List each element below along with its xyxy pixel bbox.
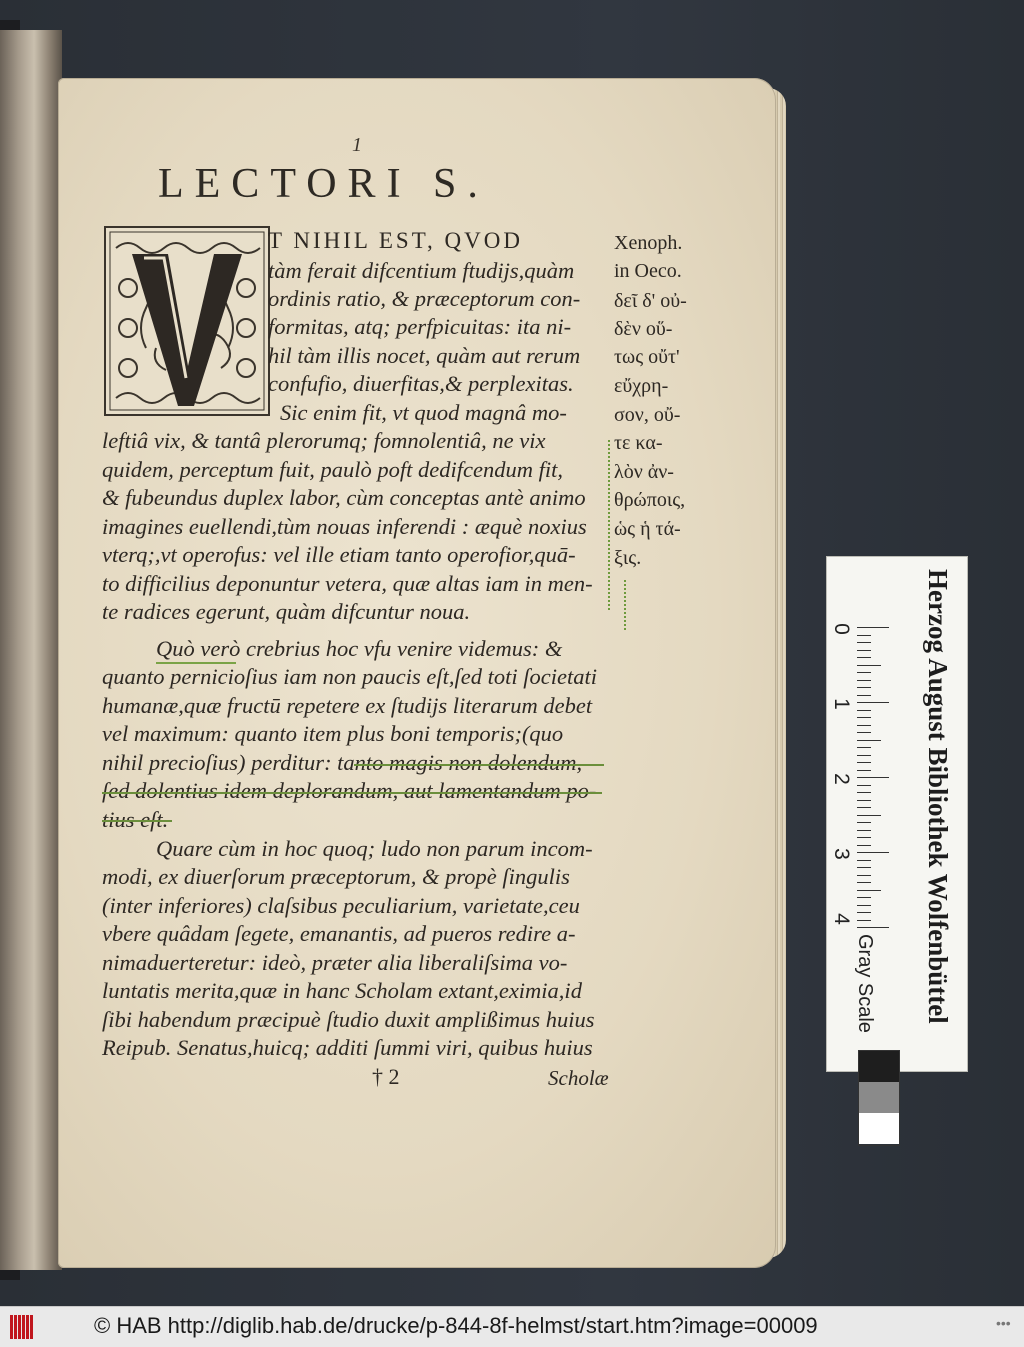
text-line: quidem, perceptum fuit, paulò poft dedifcendum fit,: [102, 457, 563, 482]
text-line: leftiâ vix, & tantâ plerorumq; fomnolentiâ, ne vix: [102, 428, 546, 453]
margin-note-line: δεῖ δ' οὐ-: [614, 290, 687, 312]
page-title: LECTORI S.: [158, 161, 489, 207]
text-line: T NIHIL EST, QVOD: [268, 228, 523, 253]
ruler-tick: [857, 740, 881, 741]
ruler-tick: [857, 897, 871, 898]
footer-copyright-link[interactable]: © HAB http://diglib.hab.de/drucke/p-844-8f-helmst/start.htm?image=00009: [94, 1313, 818, 1338]
ruler-tick: [857, 777, 889, 778]
ruler-tick: [857, 822, 871, 823]
text-line: confufio, diuerfitas,& perplexitas.: [268, 371, 574, 396]
ruler-tick: [857, 920, 871, 921]
margin-note-line: λὸν ἀν-: [614, 461, 674, 483]
text-line: Quare cùm in hoc quoq; ludo non parum incom-: [156, 836, 593, 861]
margin-note-line: ξις.: [614, 547, 642, 569]
ruler-tick: [857, 845, 871, 846]
margin-pencil-mark: [608, 440, 610, 610]
signature-mark: † 2: [372, 1064, 400, 1089]
ruler-tick: [857, 807, 871, 808]
ruler-tick: [857, 657, 871, 658]
ruler-tick: [857, 687, 871, 688]
ruler-tick: [857, 905, 871, 906]
viewer-footer: [0, 1306, 1024, 1347]
ruler-tick: [857, 725, 871, 726]
ruler-tick: [857, 642, 871, 643]
page-number: 1: [352, 134, 362, 156]
text-line: Sic enim fit, vt quod magnâ mo-: [280, 400, 567, 425]
text-line: modi, ex diuerſorum præceptorum, & propè ſingulis: [102, 864, 570, 889]
ruler-tick: [857, 672, 871, 673]
ruler-tick: [857, 717, 871, 718]
scale-ruler: [826, 556, 968, 1072]
text-line: to difficilius deponuntur vetera, quæ altas iam in men-: [102, 571, 593, 596]
ruler-tick: [857, 710, 871, 711]
margin-note-line: ὡς ἡ τά-: [614, 518, 681, 540]
footer-more-icon[interactable]: •••: [996, 1315, 1011, 1331]
ruler-number: 4: [829, 913, 853, 925]
ruler-tick: [857, 627, 889, 628]
institution-label: Herzog August Bibliothek Wolfenbüttel: [923, 569, 953, 1024]
text-line: hil tàm illis nocet, quàm aut rerum: [268, 343, 581, 368]
text-line: humanæ,quæ fructū repetere ex ſtudijs literarum debet: [102, 693, 593, 718]
gray-scale-swatches: [858, 1050, 900, 1146]
ruler-tick: [857, 852, 889, 853]
hab-logo-icon: [10, 1315, 36, 1339]
margin-note-line: δὲν οὕ-: [614, 318, 673, 340]
ruler-number: 3: [829, 848, 853, 860]
pencil-strikethrough: [102, 792, 602, 794]
ruler-number: 0: [829, 623, 853, 635]
gray-swatch-mid: [859, 1082, 899, 1113]
ruler-tick: [857, 785, 871, 786]
margin-note-line: in Oeco.: [614, 260, 682, 282]
ruler-tick: [857, 837, 871, 838]
ruler-number: 2: [829, 773, 853, 785]
text-line: (inter inferiores) claſsibus peculiarium, varietate,ceu: [102, 893, 580, 918]
ruler-tick: [857, 755, 871, 756]
text-line: Quò verò crebrius hoc vfu venire videmus: &: [156, 636, 563, 661]
initial-letter-shape: [132, 254, 242, 406]
text-line: ſed dolentius idem deplorandum, aut lamentandum po-: [102, 778, 597, 803]
margin-note-line: τε κα-: [614, 432, 663, 454]
ruler-tick: [857, 702, 889, 703]
text-line: tius eſt.: [102, 807, 169, 832]
ruler-number: 1: [829, 698, 853, 710]
ruler-tick: [857, 890, 881, 891]
text-line: ſibi habendum præcipuè ſtudio duxit amplißimus huius: [102, 1007, 595, 1032]
text-line: luntatis merita,quæ in hanc Scholam extant,eximia,id: [102, 978, 582, 1003]
text-line: nimaduerteretur: ideò, præter alia liberaliſsima vo-: [102, 950, 568, 975]
ruler-tick: [857, 815, 881, 816]
ruler-tick: [857, 747, 871, 748]
ruler-tick: [857, 770, 871, 771]
gray-scale-label: Gray Scale: [854, 934, 876, 1033]
margin-note-line: σον, οὔ-: [614, 404, 681, 426]
ruler-tick: [857, 635, 871, 636]
ruler-tick: [857, 830, 871, 831]
pencil-underline: [156, 662, 236, 664]
show-through-text: [92, 1072, 552, 1122]
pencil-strikethrough: [102, 820, 172, 822]
ruler-tick: [857, 867, 871, 868]
gray-swatch-dark: [859, 1051, 899, 1082]
ruler-tick: [857, 800, 871, 801]
book-spine-edge: [0, 30, 62, 1270]
pencil-strikethrough: [354, 764, 604, 766]
text-line: & fubeundus duplex labor, cùm conceptas antè animo: [102, 485, 586, 510]
ruler-tick: [857, 732, 871, 733]
text-line: nihil precioſius) perditur: tanto magis non dolendum,: [102, 750, 583, 775]
text-line: quanto pernicioſius iam non paucis eſt,ſed toti ſocietati: [102, 664, 597, 689]
margin-note-line: εὔχρη-: [614, 375, 669, 397]
text-line: vterq;,vt operofus: vel ille etiam tanto operofior,quā-: [102, 542, 576, 567]
ruler-tick: [857, 665, 881, 666]
woodcut-initial-v: [104, 226, 270, 416]
ruler-tick: [857, 680, 871, 681]
text-line: vbere quâdam ſegete, emanantis, ad pueros redire a-: [102, 921, 576, 946]
ruler-tick: [857, 650, 871, 651]
ruler-tick: [857, 762, 871, 763]
text-line: formitas, atq; perfpicuitas: ita ni-: [268, 314, 572, 339]
margin-note-line: θρώποις,: [614, 489, 686, 511]
ruler-tick: [857, 912, 871, 913]
ruler-tick: [857, 927, 889, 928]
catchword: Scholæ: [548, 1066, 609, 1090]
margin-note-line: τως οὔτ': [614, 346, 680, 368]
ruler-tick: [857, 875, 871, 876]
margin-pencil-mark: [624, 580, 626, 630]
margin-note-line: Xenoph.: [614, 232, 683, 254]
ruler-tick: [857, 792, 871, 793]
text-line: ordinis ratio, & præceptorum con-: [268, 286, 581, 311]
ruler-tick: [857, 882, 871, 883]
text-line: imagines euellendi,tùm nouas inferendi : æquè noxius: [102, 514, 587, 539]
text-line: vel maximum: quanto item plus boni temporis;(quo: [102, 721, 564, 746]
text-line: te radices egerunt, quàm difcuntur noua.: [102, 599, 471, 624]
text-line: Reipub. Senatus,huicq; additi ſummi viri, quibus huius: [102, 1035, 593, 1060]
text-line: tàm ferait difcentium ftudijs,quàm: [268, 258, 575, 283]
ruler-tick: [857, 695, 871, 696]
ruler-tick: [857, 860, 871, 861]
gray-swatch-light: [859, 1113, 899, 1144]
